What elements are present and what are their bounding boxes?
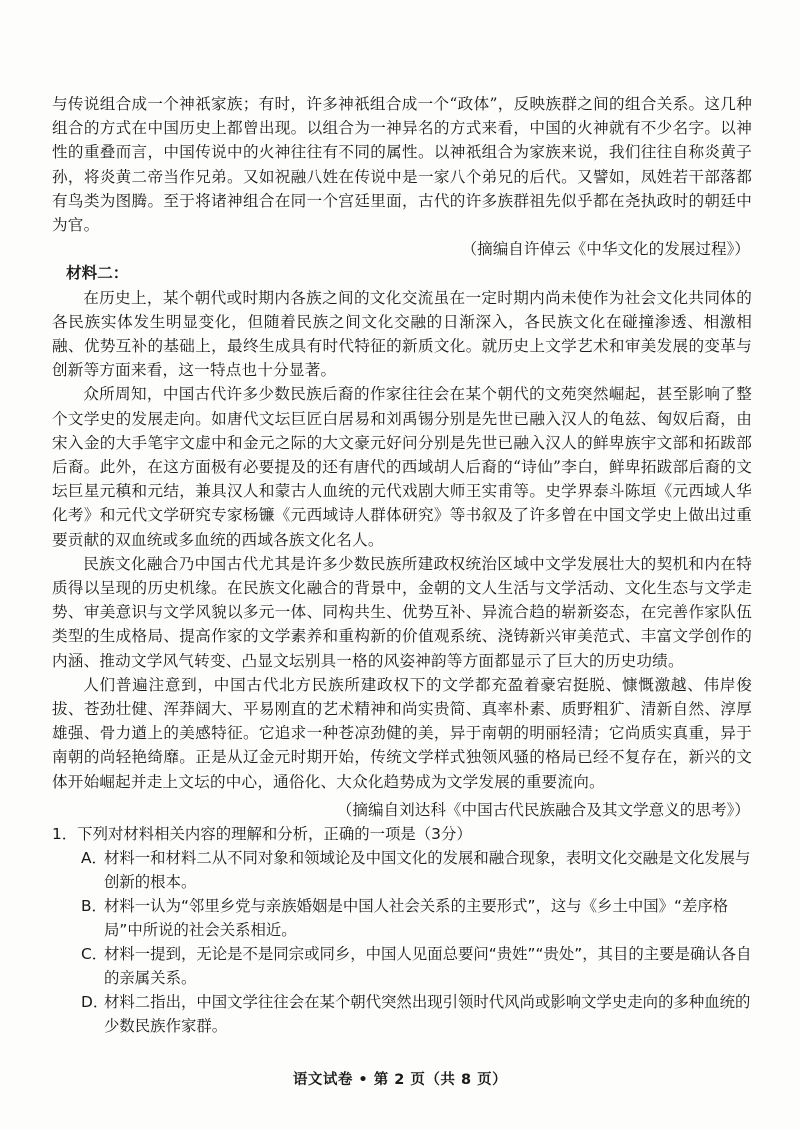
option-letter: D． [81, 993, 109, 1012]
question-1-option-d [52, 990, 752, 1038]
material2-heading: 材料二： [66, 263, 129, 283]
question-1 [52, 822, 752, 1038]
question-1-option-a [52, 846, 752, 894]
question-1-option-b [52, 894, 752, 942]
option-letter: A． [81, 849, 107, 868]
material1-paragraph-continued: 与传说组合成一个神祇家族；有时，许多神祇组合成一个“政体”，反映族群之间的组合关系。这几种组合的方式在中国历史上都曾出现。以组合为一神异名的方式来看，中国的火神就有不少名字。以神性的重叠而言，中国传说中的火神往往有不同的属性。以神祇组合为家族来说，我们往往自称炎黄子孙，将炎黄二帝当作兄弟。又如祝融八姓在传说中是一家八个弟兄的后代。又譬如，凤姓若干部落都有鸟类为图腾。至于将诸神组合在同一个宫廷里面，古代的许多族群祖先似乎都在尧执政时的朝廷中为官。 [52, 95, 752, 235]
page-footer: 语文试卷 • 第 2 页（共 8 页） [292, 1072, 508, 1088]
question-1-stem: 1．下列对材料相关内容的理解和分析，正确的一项是（3分） [52, 825, 472, 844]
question-1-option-c [52, 942, 752, 990]
material2-citation: （摘编自刘达科《中国古代民族融合及其文学意义的思考》） [336, 800, 750, 819]
option-letter: C． [81, 945, 108, 964]
material2-paragraph-4: 人们普遍注意到，中国古代北方民族所建政权下的文学都充盈着豪宕挺脱、慷慨激越、伟岸俊拔、苍劲壮健、浑莽阔大、平易刚直的艺术精神和尚实贵简、真率朴素、质野粗犷、清新自然、淳厚雄强、骨力遒上的美感特征。它追求一种苍凉劲健的美，异于南朝的明丽轻清；它尚质实真重，异于南朝的尚轻艳绮靡。正是从辽金元时期开始，传统文学样式独领风骚的格局已经不复存在，新兴的文体开始崛起并走上文坛的中心，通俗化、大众化趋势成为文学发展的重要流向。 [52, 675, 752, 791]
material2-paragraph-1: 在历史上，某个朝代或时期内各族之间的文化交流虽在一定时期内尚未使作为社会文化共同体的各民族实体发生明显变化，但随着民族之间文化交融的日渐深入，各民族文化在碰撞渗透、相激相融、优势互补的基础上，最终生成具有时代特征的新质文化。就历史上文学艺术和审美发展的变革与创新等方面来看，这一特点也十分显著。 [52, 288, 752, 380]
option-text: 材料一认为“邻里乡党与亲族婚姻是中国人社会关系的主要形式”，这与《乡土中国》“差序格局”中所说的社会关系相近。 [104, 897, 729, 940]
material2-paragraph-2: 众所周知，中国古代许多少数民族后裔的作家往往会在某个朝代的文苑突然崛起，甚至影响了整个文学史的发展走向。如唐代文坛巨匠白居易和刘禹锡分别是先世已融入汉人的龟兹、匈奴后裔，由宋入金的大手笔宇文虚中和金元之际的大文豪元好问分别是先世已融入汉人的鲜卑族宇文部和拓跋部后裔。此外，在这方面极有必要提及的还有唐代的西域胡人后裔的“诗仙”李白，鲜卑拓跋部后裔的文坛巨星元稹和元结，兼具汉人和蒙古人血统的元代戏剧大师王实甫等。史学界泰斗陈垣《元西域人华化考》和元代文学研究专家杨镰《元西域诗人群体研究》等书叙及了许多曾在中国文学史上做出过重要贡献的双血统或多血统的西域各族文化名人。 [52, 385, 752, 549]
option-text: 材料二指出，中国文学往往会在某个朝代突然出现引领时代风尚或影响文学史走向的多种血统的少数民族作家群。 [104, 993, 751, 1036]
option-text: 材料一提到，无论是不是同宗或同乡，中国人见面总要问“贵姓”“贵处”，其目的主要是确认各自的亲属关系。 [104, 945, 752, 988]
page-content [52, 92, 752, 1038]
option-text: 材料一和材料二从不同对象和领域论及中国文化的发展和融合现象，表明文化交融是文化发展与创新的根本。 [104, 849, 751, 892]
material2-paragraph-3: 民族文化融合乃中国古代尤其是许多少数民族所建政权统治区域中文学发展壮大的契机和内在特质得以呈现的历史机缘。在民族文化融合的背景中，金朝的文人生活与文学活动、文化生态与文学走势、审美意识与文学风貌以多元一体、同构共生、优势互补、异流合趋的崭新姿态，在完善作家队伍类型的生成格局、提高作家的文学素养和重构新的价值观系统、浇铸新兴审美范式、丰富文学创作的内涵、推动文学风气转变、凸显文坛别具一格的风姿神韵等方面都显示了巨大的历史功绩。 [52, 554, 752, 670]
option-letter: B． [81, 897, 107, 916]
material1-citation: （摘编自许倬云《中华文化的发展过程》） [461, 240, 750, 259]
